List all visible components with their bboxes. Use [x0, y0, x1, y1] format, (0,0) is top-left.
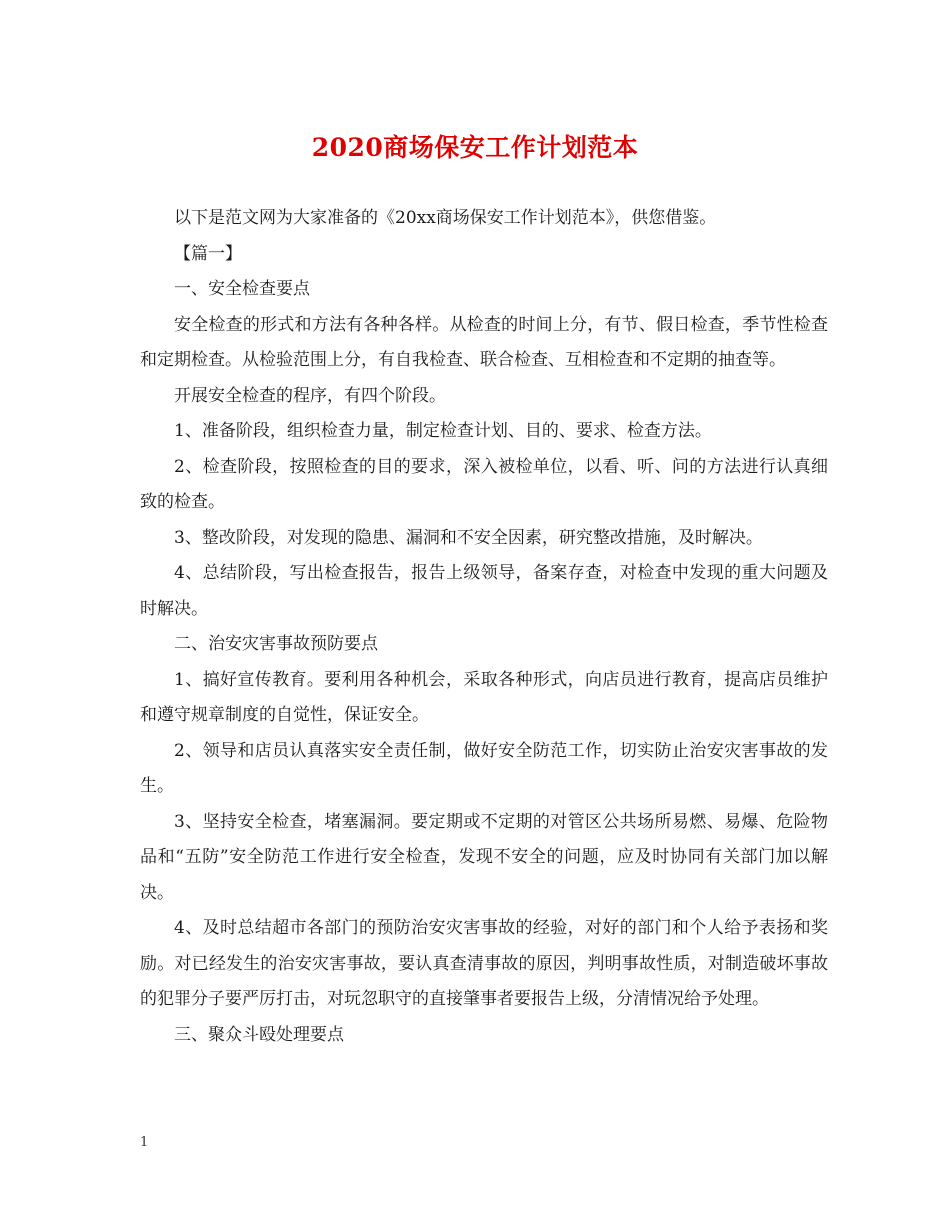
heading-brawl-handling: 三、聚众斗殴处理要点: [174, 1024, 344, 1045]
heading-disaster-prevention: 二、治安灾害事故预防要点: [174, 634, 378, 654]
list-item: 2、检查阶段，按照检查的目的要求，深入被检单位，以看、听、问的方法进行认真细致的检查。: [140, 456, 828, 512]
list-item: 3、坚持安全检查，堵塞漏洞。要定期或不定期的对管区公共场所易燃、易爆、危险物品和“五防”安全防范工作进行安全检查，发现不安全的问题，应及时协同有关部门加以解决。: [140, 811, 828, 903]
list-item: 1、搞好宣传教育。要利用各种机会，采取各种形式，向店员进行教育，提高店员维护和遵守规章制度的自觉性，保证安全。: [140, 669, 828, 725]
list-item: 4、总结阶段，写出检查报告，报告上级领导，备案存查，对检查中发现的重大问题及时解决。: [140, 563, 828, 619]
paragraph: 安全检查的形式和方法有各种各样。从检查的时间上分，有节、假日检查，季节性检查和定期检查。从检验范围上分，有自我检查、联合检查、互相检查和不定期的抽查等。: [140, 314, 828, 370]
list-item: 1、准备阶段，组织检查力量，制定检查计划、目的、要求、检查方法。: [174, 421, 712, 441]
paragraph-intro: 以下是范文网为大家准备的《20xx商场保安工作计划范本》，供您借鉴。: [174, 208, 717, 228]
paragraph-part-one: 【篇一】: [174, 243, 242, 264]
page-number: 1: [140, 1135, 149, 1150]
heading-safety-inspection: 一、安全检查要点: [174, 279, 310, 299]
paragraph: 开展安全检查的程序，有四个阶段。: [174, 385, 446, 406]
list-item: 3、整改阶段，对发现的隐患、漏洞和不安全因素，研究整改措施，及时解决。: [174, 527, 763, 548]
list-item: 2、领导和店员认真落实安全责任制，做好安全防范工作，切实防止治安灾害事故的发生。: [140, 740, 828, 796]
document-body: [140, 201, 828, 1053]
list-item: 4、及时总结超市各部门的预防治安灾害事故的经验，对好的部门和个人给予表扬和奖励。对已经发生的治安灾害事故，要认真查清事故的原因，判明事故性质，对制造破坏事故的犯罪分子要严厉打击，对玩忽职守的直接肇事者要报告上级，分清情况给予处理。: [140, 918, 828, 1009]
document-title: 2020商场保安工作计划范本: [311, 133, 639, 162]
